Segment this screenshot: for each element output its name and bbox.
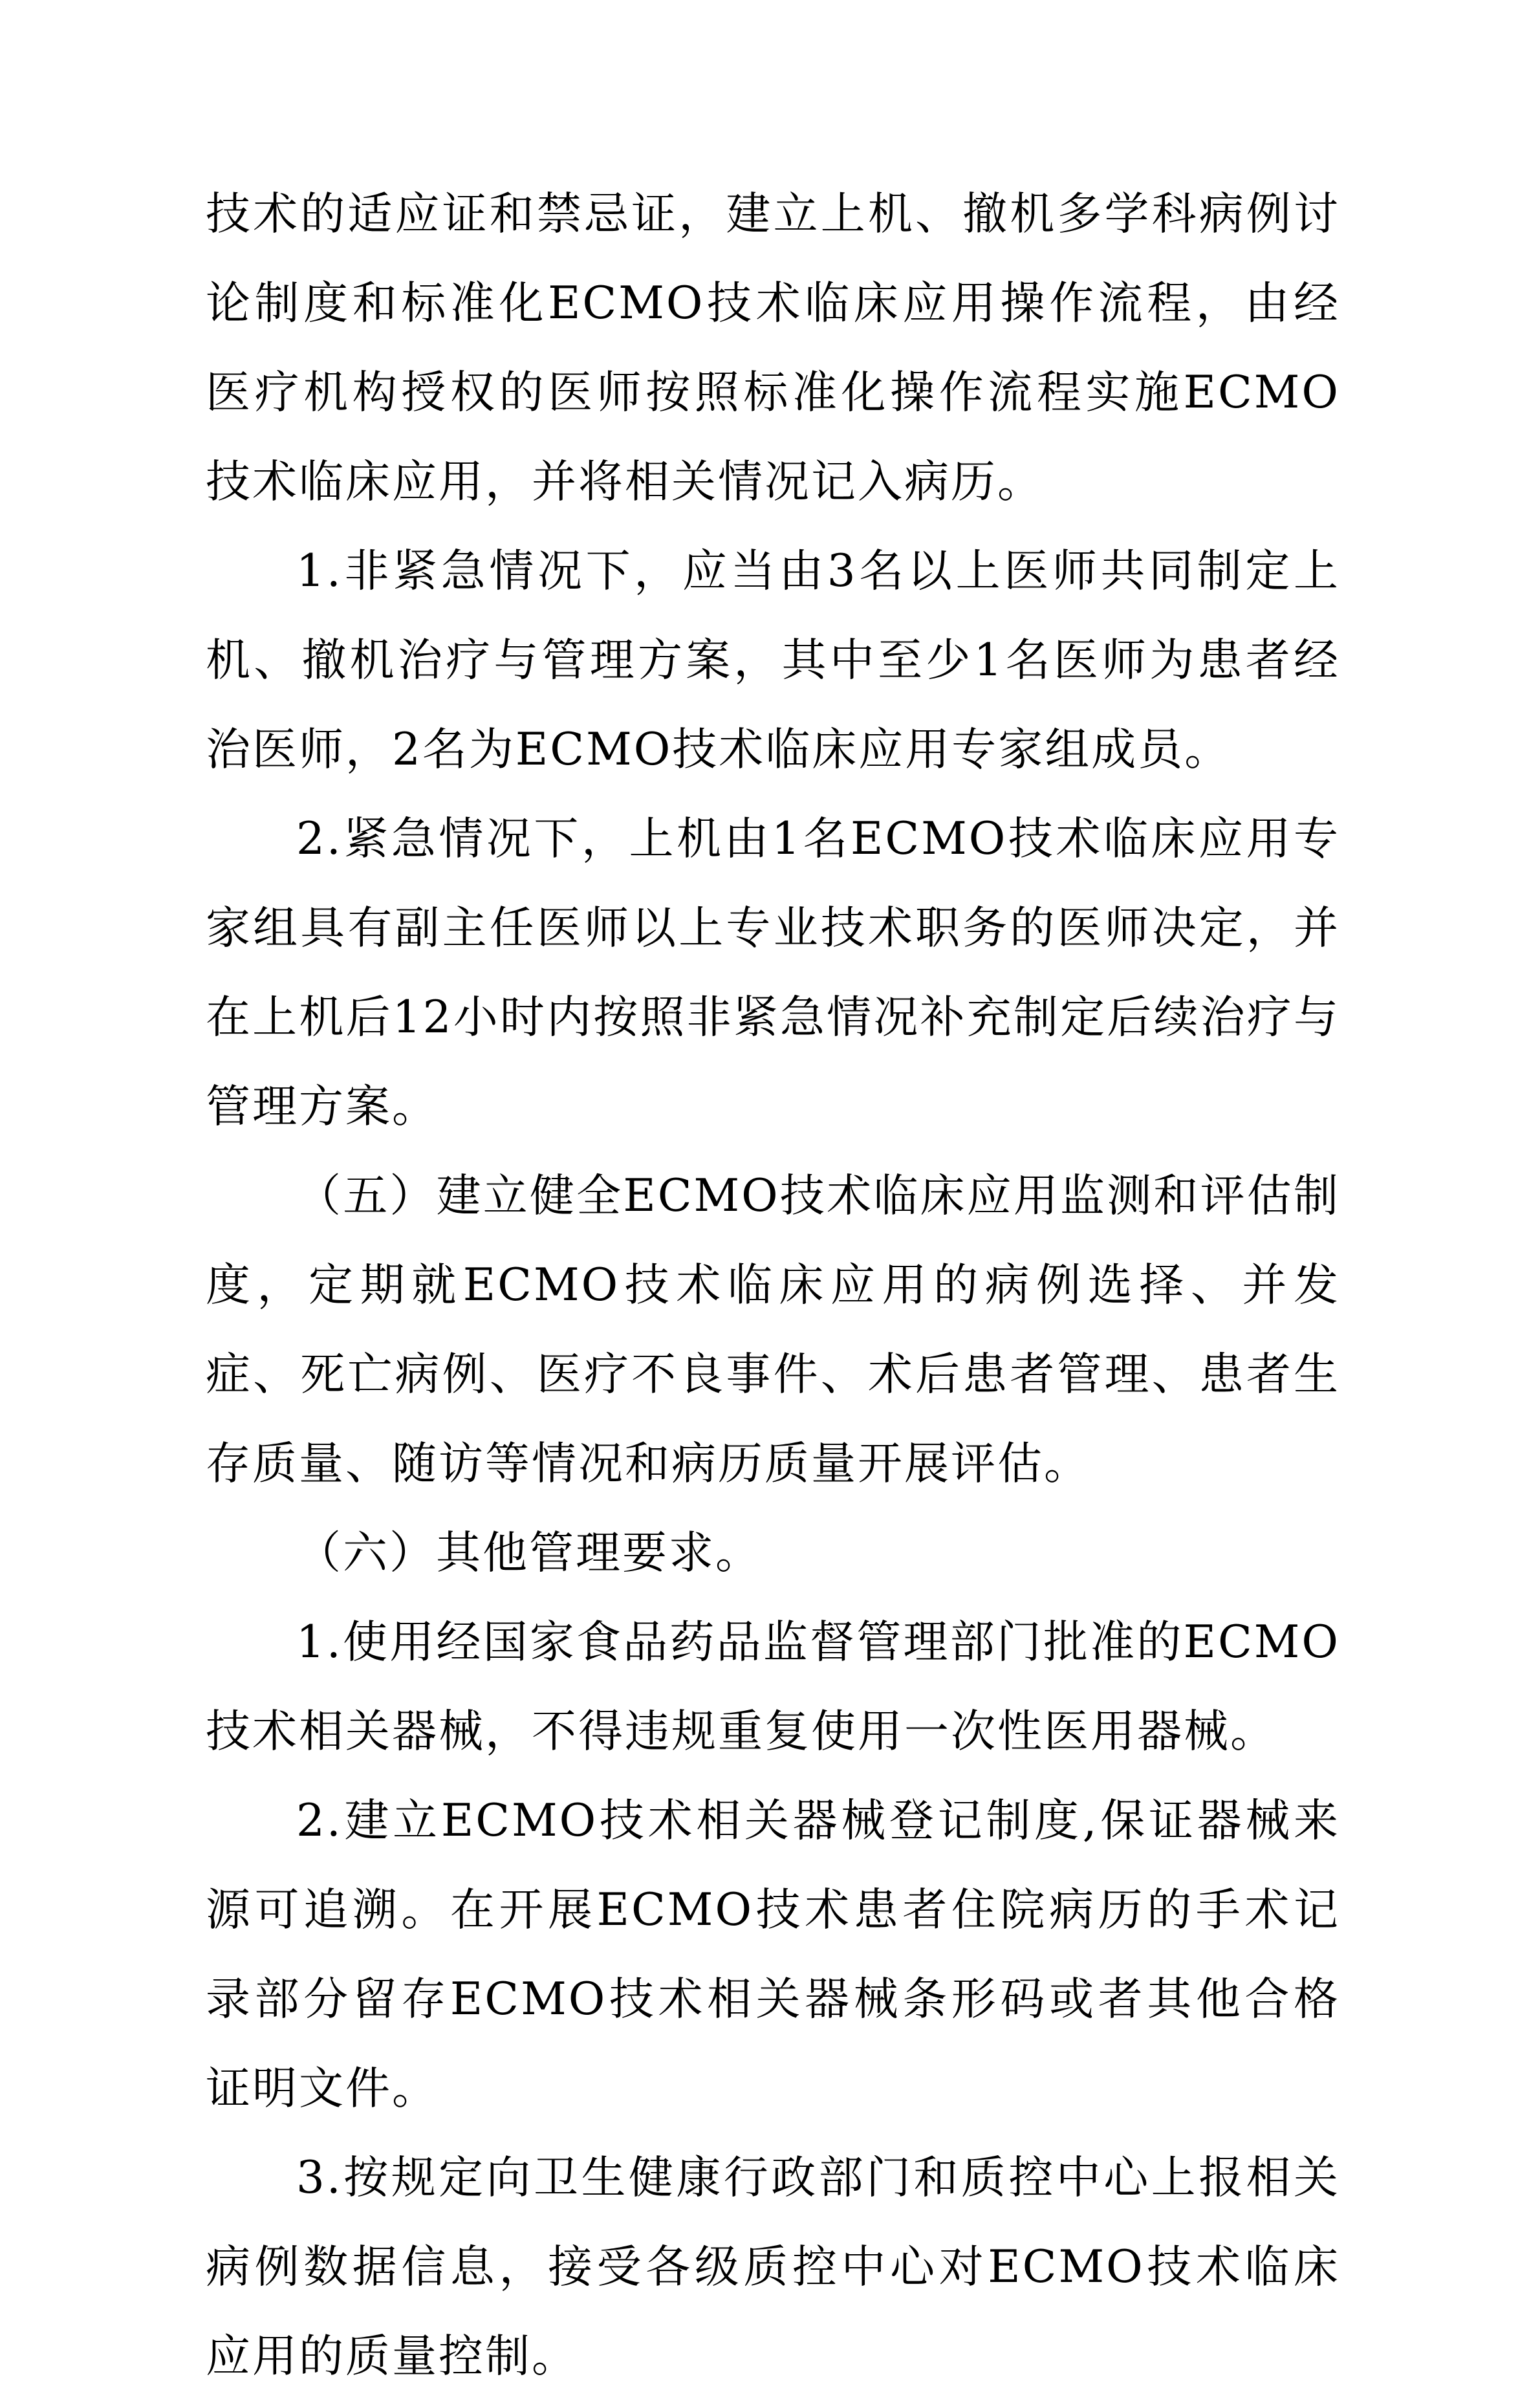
document-body — [206, 169, 1340, 2401]
paragraph-item-1-non-emergency: 1.非紧急情况下，应当由3名以上医师共同制定上机、撤机治疗与管理方案，其中至少1名医师为患者经治医师，2名为ECMO技术临床应用专家组成员。 — [206, 545, 1340, 776]
paragraph-item-1-devices: 1.使用经国家食品药品监督管理部门批准的ECMO技术相关器械，不得违规重复使用一次性医用器械。 — [206, 1616, 1340, 1757]
paragraph-section-6-heading: （六）其他管理要求。 — [296, 1527, 762, 1579]
paragraph-item-2-emergency: 2.紧急情况下，上机由1名ECMO技术临床应用专家组具有副主任医师以上专业技术职务的医师决定，并在上机后12小时内按照非紧急情况补充制定后续治疗与管理方案。 — [206, 813, 1340, 1133]
paragraph-continuation: 技术的适应证和禁忌证，建立上机、撤机多学科病例讨论制度和标准化ECMO技术临床应用操作流程，由经医疗机构授权的医师按照标准化操作流程实施ECMO技术临床应用，并将相关情况记入病历。 — [206, 188, 1340, 508]
paragraph-item-3-reporting: 3.按规定向卫生健康行政部门和质控中心上报相关病例数据信息，接受各级质控中心对ECMO技术临床应用的质量控制。 — [206, 2152, 1340, 2382]
paragraph-section-5: （五）建立健全ECMO技术临床应用监测和评估制度，定期就ECMO技术临床应用的病例选择、并发症、死亡病例、医疗不良事件、术后患者管理、患者生存质量、随访等情况和病历质量开展评估。 — [206, 1170, 1340, 1490]
paragraph-item-2-registration: 2.建立ECMO技术相关器械登记制度,保证器械来源可追溯。在开展ECMO技术患者住院病历的手术记录部分留存ECMO技术相关器械条形码或者其他合格证明文件。 — [206, 1795, 1340, 2114]
